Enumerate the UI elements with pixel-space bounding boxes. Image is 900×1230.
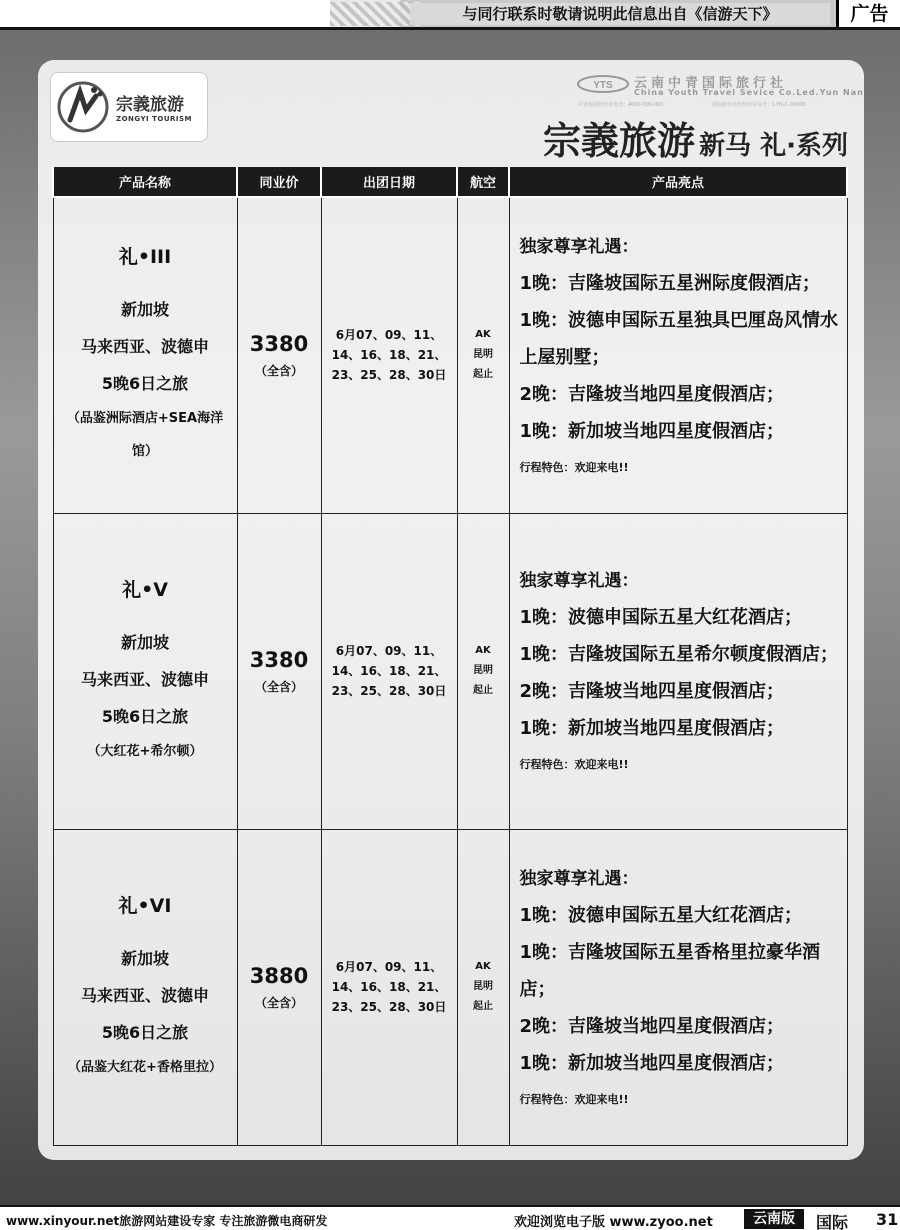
highlight-heading: 独家尊享礼遇： bbox=[519, 571, 639, 591]
footer-bar bbox=[0, 1205, 900, 1230]
series-title: 新马 礼·系列 bbox=[699, 131, 848, 161]
highlight-item: 1晚：波德申国际五星独具巴厘岛风情水上屋别墅； bbox=[519, 309, 839, 368]
route-type: 起止 bbox=[473, 369, 493, 381]
agency-contact-1: 中青旅昆明营业电话：4000-000-000 bbox=[578, 102, 664, 108]
svg-text:YTS: YTS bbox=[593, 80, 613, 91]
airline-cell bbox=[457, 829, 509, 1145]
product-destination: 马来西亚、波德申 bbox=[80, 337, 209, 357]
product-title: 礼•V bbox=[122, 578, 168, 601]
highlight-item: 2晚：吉隆坡当地四星度假酒店； bbox=[519, 681, 785, 702]
table-row bbox=[53, 829, 847, 1145]
product-destination: 新加坡 bbox=[120, 948, 169, 968]
product-duration: 5晚6日之旅 bbox=[101, 374, 189, 394]
header-product-name: 产品名称 bbox=[53, 167, 237, 197]
product-destination: 马来西亚、波德申 bbox=[80, 669, 209, 689]
highlight-item: 1晚：波德申国际五星大红花酒店； bbox=[519, 607, 803, 628]
product-destination: 新加坡 bbox=[120, 632, 169, 652]
highlight-item: 1晚：波德申国际五星大红花酒店； bbox=[519, 904, 803, 926]
zongyi-logo-icon bbox=[56, 80, 110, 134]
agency-english: China Youth Travel Sevice Co.Led.Yun Nan bbox=[634, 88, 864, 97]
edition-badge: 云南版 bbox=[744, 1209, 804, 1229]
page-number: 31 bbox=[876, 1210, 899, 1229]
airline-code: AK bbox=[475, 645, 491, 656]
highlight-item: 1晚：新加坡当地四星度假酒店； bbox=[519, 1052, 785, 1074]
product-destination: 新加坡 bbox=[120, 300, 169, 320]
section-label: 国际 bbox=[816, 1213, 849, 1230]
brand-title: 宗義旅游 bbox=[543, 119, 696, 163]
logo-english: ZONGYI TOURISM bbox=[116, 115, 192, 123]
price-value: 3380 bbox=[249, 647, 309, 672]
highlight-item: 1晚：吉隆坡国际五星洲际度假酒店； bbox=[519, 272, 821, 294]
highlight-heading: 独家尊享礼遇： bbox=[519, 868, 639, 889]
price-note: （全含） bbox=[254, 363, 303, 378]
footer-website: 欢迎浏览电子版 www.zyoo.net bbox=[514, 1215, 713, 1230]
header-airline: 航空 bbox=[457, 167, 509, 197]
page-title bbox=[543, 110, 848, 165]
product-name-cell bbox=[53, 197, 237, 513]
top-divider bbox=[0, 27, 900, 30]
route-type: 起止 bbox=[473, 685, 493, 696]
logo-name: 宗義旅游 bbox=[116, 95, 184, 115]
departure-dates: 6月07、09、11、14、16、18、21、23、25、28、30日 bbox=[321, 829, 457, 1145]
itinerary-feature: 行程特色：欢迎来电!! bbox=[519, 758, 629, 771]
product-title: 礼•III bbox=[118, 246, 172, 269]
agency-name: 云南中青国际旅行社 bbox=[634, 76, 788, 91]
highlights-cell bbox=[509, 197, 847, 513]
table-row bbox=[53, 513, 847, 829]
product-note: （品鉴大红花+香格里拉） bbox=[68, 1059, 222, 1075]
price-value: 3880 bbox=[249, 963, 309, 988]
ad-tag: 广告 bbox=[836, 0, 900, 28]
table-row bbox=[53, 197, 847, 513]
highlights-cell bbox=[509, 829, 847, 1145]
footer-left-text: www.xinyour.net旅游网站建设专家 专注旅游微电商研发 bbox=[6, 1214, 328, 1228]
product-destination: 马来西亚、波德申 bbox=[80, 985, 209, 1005]
price-cell bbox=[237, 513, 321, 829]
product-title: 礼•VI bbox=[118, 894, 172, 917]
highlight-item: 1晚：新加坡当地四星度假酒店； bbox=[519, 718, 785, 739]
product-name-cell bbox=[53, 513, 237, 829]
header-date: 出团日期 bbox=[321, 167, 457, 197]
highlight-item: 1晚：吉隆坡国际五星希尔顿度假酒店； bbox=[519, 644, 839, 665]
itinerary-feature: 行程特色：欢迎来电!! bbox=[519, 460, 629, 474]
agency-contact-2: 国际旅行社经营许可证号：L-YN-C-00000 bbox=[712, 102, 806, 108]
product-name-cell bbox=[53, 829, 237, 1145]
highlight-item: 2晚：吉隆坡当地四星度假酒店； bbox=[519, 383, 785, 405]
itinerary-feature: 行程特色：欢迎来电!! bbox=[519, 1092, 629, 1106]
highlight-item: 1晚：吉隆坡国际五星香格里拉豪华酒店； bbox=[519, 941, 821, 1000]
cyts-logo-icon bbox=[576, 74, 630, 94]
highlight-item: 2晚：吉隆坡当地四星度假酒店； bbox=[519, 1015, 785, 1037]
airline-code: AK bbox=[475, 961, 491, 972]
price-note: （全含） bbox=[254, 679, 303, 694]
departure-dates: 6月07、09、11、14、16、18、21、23、25、28、30日 bbox=[321, 197, 457, 513]
highlight-item: 1晚：新加坡当地四星度假酒店； bbox=[519, 420, 785, 442]
price-note: （全含） bbox=[254, 995, 303, 1010]
route-city: 昆明 bbox=[473, 349, 493, 361]
table-header-row bbox=[53, 167, 847, 197]
header-highlights: 产品亮点 bbox=[509, 167, 847, 197]
airline-code: AK bbox=[475, 329, 491, 341]
highlight-heading: 独家尊享礼遇： bbox=[519, 236, 639, 257]
route-city: 昆明 bbox=[473, 665, 493, 676]
departure-dates: 6月07、09、11、14、16、18、21、23、25、28、30日 bbox=[321, 513, 457, 829]
airline-cell bbox=[457, 197, 509, 513]
header-price: 同业价 bbox=[237, 167, 321, 197]
price-value: 3380 bbox=[249, 331, 309, 356]
highlights-cell bbox=[509, 513, 847, 829]
banner-pattern bbox=[330, 2, 420, 26]
price-cell bbox=[237, 829, 321, 1145]
product-note: （大红花+希尔顿） bbox=[87, 743, 203, 759]
price-cell bbox=[237, 197, 321, 513]
product-table bbox=[52, 167, 848, 1146]
source-notice: 与同行联系时敬请说明此信息出自《信游天下》 bbox=[410, 3, 830, 25]
product-duration: 5晚6日之旅 bbox=[101, 1022, 189, 1042]
route-type: 起止 bbox=[473, 1001, 493, 1012]
route-city: 昆明 bbox=[473, 981, 493, 992]
product-duration: 5晚6日之旅 bbox=[101, 706, 189, 726]
airline-cell bbox=[457, 513, 509, 829]
product-note: （品鉴洲际酒店+SEA海洋馆） bbox=[66, 411, 224, 460]
